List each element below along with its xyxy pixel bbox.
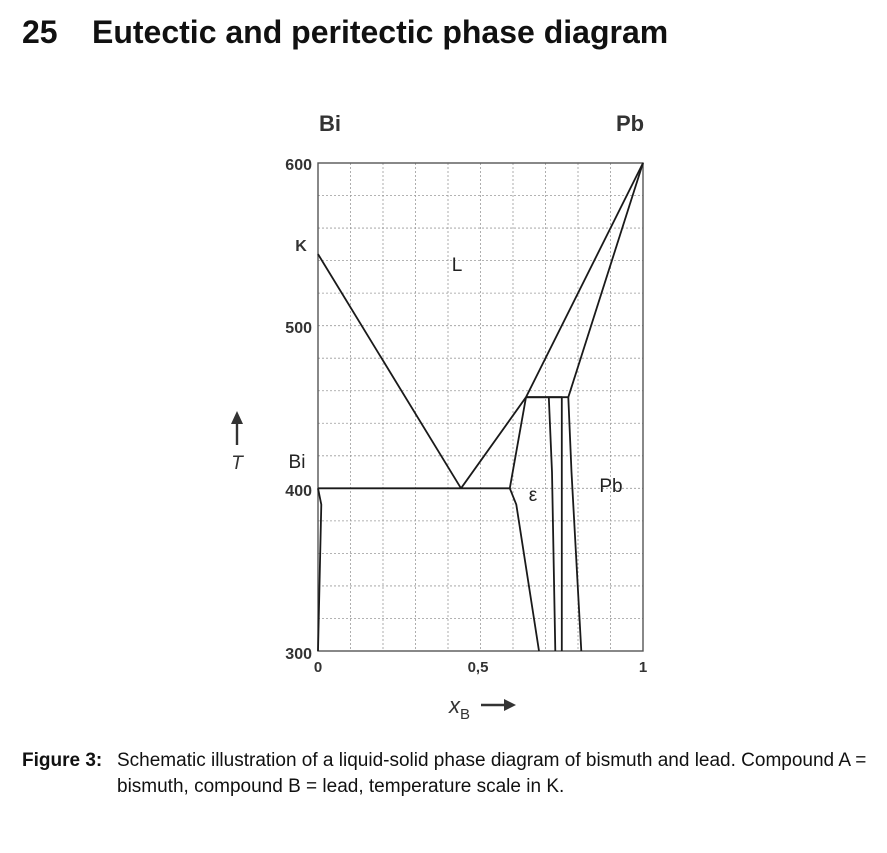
figure-caption bbox=[22, 748, 867, 800]
grid bbox=[318, 163, 643, 651]
x-axis-symbol: x bbox=[449, 693, 460, 718]
y-axis-label: T bbox=[231, 453, 243, 474]
caption-text: Schematic illustration of a liquid-solid phase diagram of bismuth and lead. Compound A = bismuth, compound B = lead, temperature scale in K. bbox=[117, 750, 867, 797]
section-number: 25 bbox=[22, 14, 58, 50]
y-tick-label: 300 bbox=[285, 646, 312, 663]
boundary-liquidus-solidus-pb bbox=[568, 163, 643, 397]
y-unit-label: K bbox=[295, 238, 307, 255]
region-label-bismuth: Bi bbox=[288, 452, 306, 473]
y-tick-label: 600 bbox=[285, 157, 312, 174]
x-axis-label bbox=[448, 693, 470, 723]
x-axis-arrow-icon bbox=[481, 699, 516, 711]
boundary-epsilon-solvus-mid-a bbox=[526, 397, 555, 651]
y-tick-label: 400 bbox=[285, 483, 312, 500]
region-label-epsilon: ε bbox=[528, 485, 538, 506]
region-label-lead: Pb bbox=[599, 476, 623, 497]
caption-label: Figure 3: bbox=[22, 750, 103, 771]
y-tick-label: 500 bbox=[285, 320, 312, 337]
x-axis-subscript: B bbox=[460, 706, 471, 723]
boundary-bi-liquidus bbox=[318, 254, 461, 488]
y-axis-arrow-icon bbox=[231, 411, 243, 445]
page-title: Eutectic and peritectic phase diagram bbox=[92, 14, 669, 50]
top-right-label: Pb bbox=[615, 111, 645, 136]
boundary-epsilon-solvus-left bbox=[510, 488, 539, 651]
x-tick-label: 0,5 bbox=[467, 659, 489, 676]
x-tick-label: 0 bbox=[313, 659, 323, 676]
top-left-label: Bi bbox=[319, 111, 341, 136]
x-tick-label: 1 bbox=[638, 659, 648, 676]
boundary-epsilon-left-boundary bbox=[510, 397, 526, 488]
region-label-liquid: L bbox=[451, 255, 463, 276]
boundary-pb-solvus bbox=[568, 397, 581, 651]
